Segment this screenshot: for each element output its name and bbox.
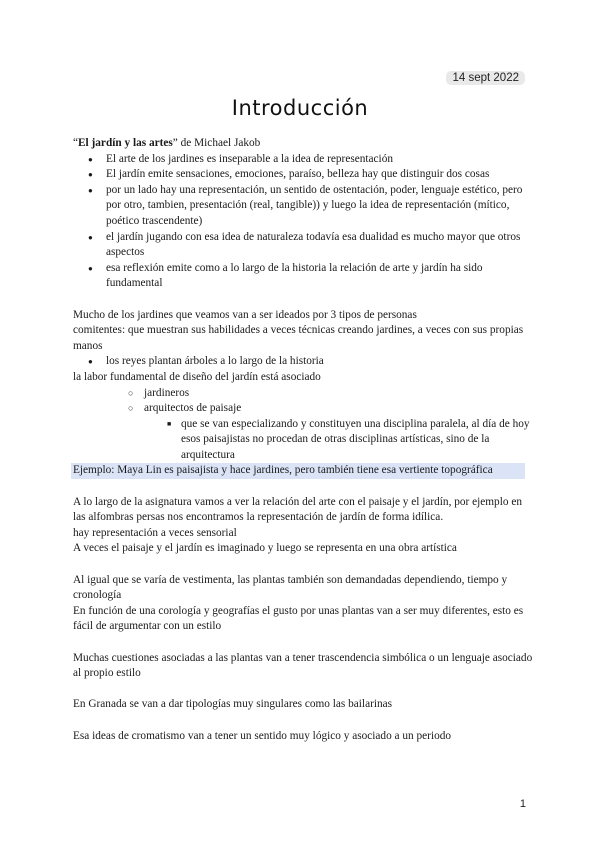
document-body [73,136,533,744]
list-item: ● El arte de los jardines es inseparable a la idea de representación [73,152,533,168]
book-author: de Michael Jakob [177,137,261,149]
paragraph: la labor fundamental de diseño del jardín está asociado [73,370,321,383]
list-item: ● el jardín jugando con esa idea de naturaleza todavía esa dualidad es mucho mayor que otros aspectos [73,230,533,261]
list-item: ■ que se van especializando y constituyen una disciplina paralela, al día de hoy esos paisajistas no procedan de otras disciplinas artísticas, sino de la arquitectura [73,417,533,464]
paragraph: Muchas cuestiones asociadas a las plantas van a tener trascendencia simbólica o un lenguaje asociado al propio estilo [73,651,533,680]
quote-open: “ [73,137,79,149]
list-item: ● por un lado hay una representación, un sentido de ostentación, poder, lenguaje estético, pero por otro, tambien, presentación (real, tangible)) y luego la idea de representación (mítico, poético trascendente) [73,183,533,230]
paragraph: Al igual que se varía de vestimenta, las plantas también son demandadas dependiendo, tiempo y cronología [73,573,508,602]
list-item: ● esa reflexión emite como a lo largo de la historia la relación de arte y jardín ha sido fundamental [73,261,533,292]
paragraph: A lo largo de la asignatura vamos a ver la relación del arte con el paisaje y el jardín, por ejemplo en las alfombras persas nos encontramos la representación de jardín de forma idílica. [73,495,522,524]
paragraph: A veces el paisaje y el jardín es imaginado y luego se representa en una obra artística [73,542,457,555]
page-title: Introducción [231,96,369,120]
reyes-list [73,354,533,370]
roles-list [73,386,533,464]
paragraph: comitentes: que muestran sus habilidades a veces técnicas creando jardines, a veces con sus propias manos [73,324,524,352]
page-number: 1 [519,798,526,810]
date-chip[interactable]: 14 sept 2022 [446,71,525,85]
paragraph: Esa ideas de cromatismo van a tener un sentido muy lógico y asociado a un periodo [73,729,452,742]
list-item: ○ arquitectos de paisaje [73,401,533,417]
paragraph: hay representación a veces sensorial [73,526,237,539]
quote-close: ” [172,137,178,149]
paragraph: En Granada se van a dar tipologías muy singulares como las bailarinas [73,698,393,711]
paragraph: En función de una corología y geografías el gusto por unas plantas van a ser muy diferentes, esto es fácil de argumentar con un estilo [73,604,524,633]
intro-bullet-list [73,152,533,292]
list-item: ● los reyes plantan árboles a lo largo de la historia [73,354,533,370]
list-item: ● El jardín emite sensaciones, emociones, paraíso, belleza hay que distinguir dos cosas [73,167,533,183]
intro-line [73,136,533,152]
list-item: ○ jardineros [73,386,533,402]
paragraph: Mucho de los jardines que veamos van a ser ideados por 3 tipos de personas [73,308,417,321]
highlighted-example: Ejemplo: Maya Lin es paisajista y hace jardines, pero también tiene esa vertiente topográfica [71,463,525,479]
book-title: El jardín y las artes [78,137,173,149]
